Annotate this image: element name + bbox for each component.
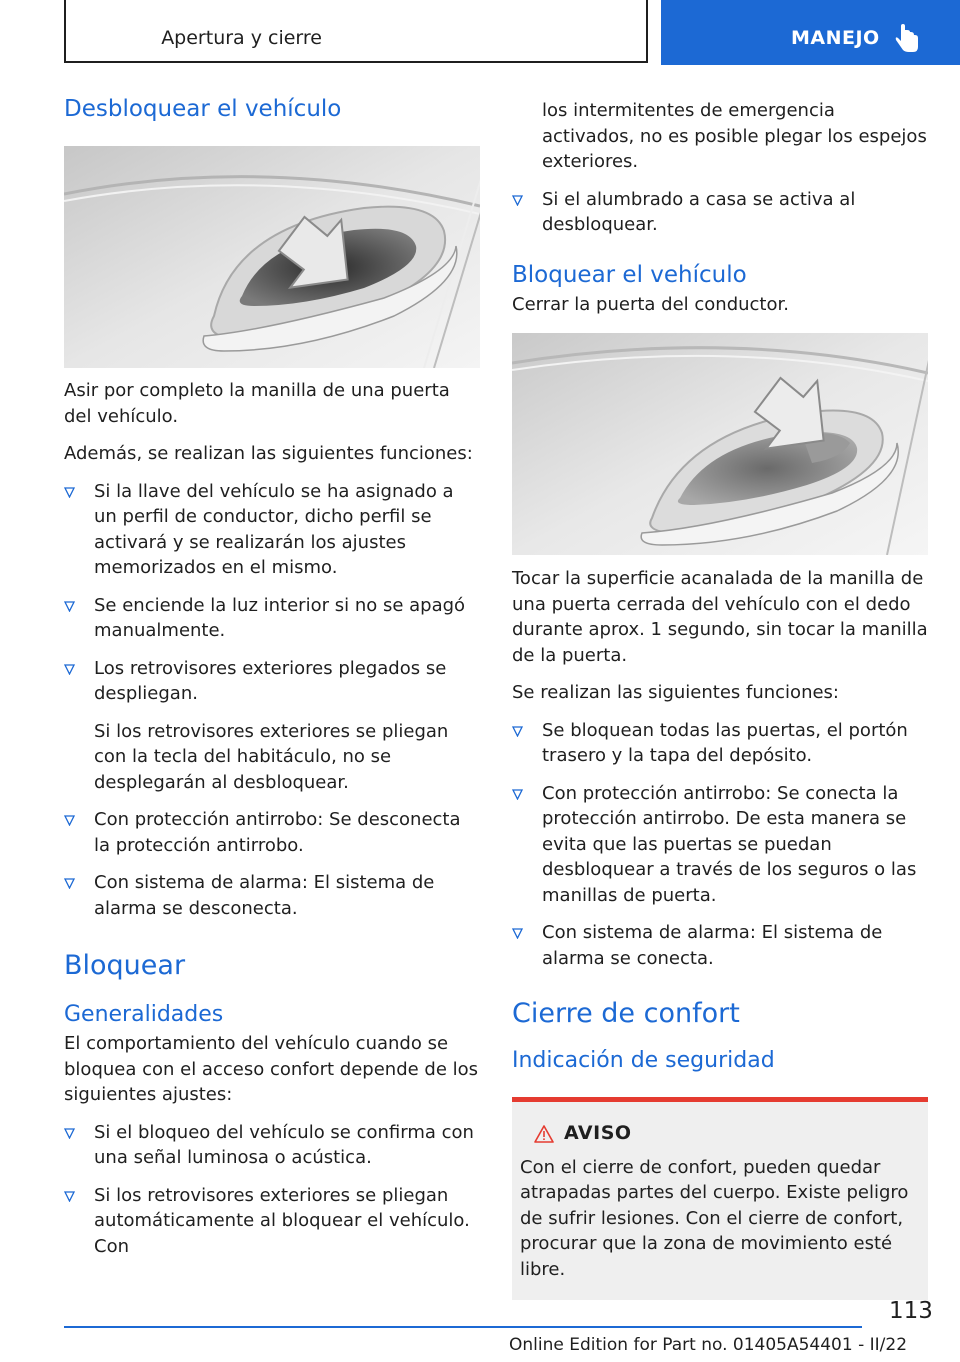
bullet-triangle-icon (512, 195, 523, 206)
lock-vehicle-paragraph-3: Se realizan las siguientes funciones: (512, 682, 839, 703)
list-item (64, 1120, 480, 1171)
footer-divider (64, 1326, 862, 1328)
unlock-paragraph-2: Además, se realizan las siguientes funciones: (64, 443, 473, 464)
comfort-heading: Cierre de confort (512, 998, 740, 1029)
bullet-triangle-icon (64, 878, 75, 889)
lock-heading: Bloquear (64, 950, 186, 981)
door-handle-photo-unlock (64, 146, 480, 368)
list-item (512, 920, 928, 971)
lock-vehicle-heading: Bloquear el vehículo (512, 261, 747, 288)
edition-text: Online Edition for Part no. 01405A54401 - II/22 (509, 1335, 908, 1355)
safety-heading: Indicación de seguridad (512, 1048, 775, 1073)
bullet-triangle-icon (64, 1191, 75, 1202)
header-section-box (64, 0, 648, 63)
list-item (512, 187, 928, 238)
list-item-text: Si el alumbrado a casa se activa al desbloquear. (542, 188, 856, 235)
unlock-heading: Desbloquear el vehículo (64, 96, 342, 122)
warning-title: AVISO (564, 1122, 632, 1144)
list-item-text: Los retrovisores exteriores plegados se despliegan. (94, 657, 447, 704)
chapter-tab (661, 0, 960, 65)
list-item-subtext: Si los retrovisores exteriores se pliegan con la tecla del habitáculo, no se desplegarán al desbloquear. (94, 720, 449, 793)
list-item (64, 807, 480, 858)
unlock-paragraph-1: Asir por completo la manilla de una puerta del vehículo. (64, 380, 450, 427)
list-item-text: Con sistema de alarma: El sistema de alarma se desconecta. (94, 872, 435, 919)
list-item-text: Con protección antirrobo: Se desconecta la protección antirrobo. (94, 809, 461, 856)
list-item-text: Con protección antirrobo: Se conecta la protección antirrobo. De esta manera se evita que las puertas se puedan desbloquear a través de los seguros o las manillas de puerta. (542, 782, 917, 906)
unlock-functions-list-continued (512, 187, 928, 238)
lock-vehicle-paragraph-2: Tocar la superficie acanalada de la manilla de una puerta cerrada del vehículo con el dedo durante aprox. 1 segundo, sin tocar la manilla de la puerta. (512, 568, 928, 666)
list-item (64, 656, 480, 796)
lock-settings-list (64, 1120, 480, 1260)
unlock-functions-list (64, 479, 480, 922)
warning-header (534, 1121, 918, 1147)
hand-pointer-icon (894, 24, 920, 54)
bullet-triangle-icon (512, 928, 523, 939)
warning-text: Con el cierre de confort, pueden quedar atrapadas partes del cuerpo. Existe peligro de sufrir lesiones. Con el cierre de confort, procurar que la zona de movimiento esté libre. (520, 1156, 909, 1280)
list-item-text: Si la llave del vehículo se ha asignado a un perfil de conductor, dicho perfil se activará y se realizarán los ajustes memorizados en el mismo. (94, 480, 454, 578)
bullet-triangle-icon (512, 726, 523, 737)
warning-triangle-icon (534, 1125, 554, 1143)
lock-vehicle-paragraph-1: Cerrar la puerta del conductor. (512, 293, 789, 315)
right-column (512, 98, 928, 1300)
lock-functions-list (512, 718, 928, 972)
list-item-text: Se enciende la luz interior si no se apagó manualmente. (94, 594, 466, 641)
list-item (64, 1183, 480, 1260)
page-number: 113 (889, 1298, 933, 1324)
bullet-triangle-icon (64, 815, 75, 826)
list-item-text: Con sistema de alarma: El sistema de alarma se conecta. (542, 922, 883, 969)
warning-box (512, 1097, 928, 1300)
list-item-text: Si los retrovisores exteriores se pliegan automáticamente al bloquear el vehículo. Con (94, 1184, 470, 1257)
list-item-text: Se bloquean todas las puertas, el portón trasero y la tapa del depósito. (542, 719, 908, 766)
bullet-triangle-icon (512, 789, 523, 800)
bullet-triangle-icon (64, 664, 75, 675)
bullet-triangle-icon (64, 487, 75, 498)
door-handle-photo-lock (512, 333, 928, 555)
lock-paragraph: El comportamiento del vehículo cuando se bloquea con el acceso confort depende de los siguientes ajustes: (64, 1033, 479, 1105)
left-column (64, 94, 480, 1259)
list-item (64, 870, 480, 921)
bullet-triangle-icon (64, 1128, 75, 1139)
continued-text: los intermitentes de emergencia activados, no es posible plegar los espejos exteriores. (542, 100, 927, 172)
list-item (512, 718, 928, 769)
list-item-text: Si el bloqueo del vehículo se confirma con una señal luminosa o acústica. (94, 1121, 474, 1168)
chapter-label: MANEJO (791, 27, 880, 49)
list-item (64, 593, 480, 644)
list-item (512, 781, 928, 909)
section-title: Apertura y cierre (161, 27, 322, 49)
general-heading: Generalidades (64, 1002, 224, 1027)
list-item (64, 479, 480, 581)
bullet-triangle-icon (64, 601, 75, 612)
